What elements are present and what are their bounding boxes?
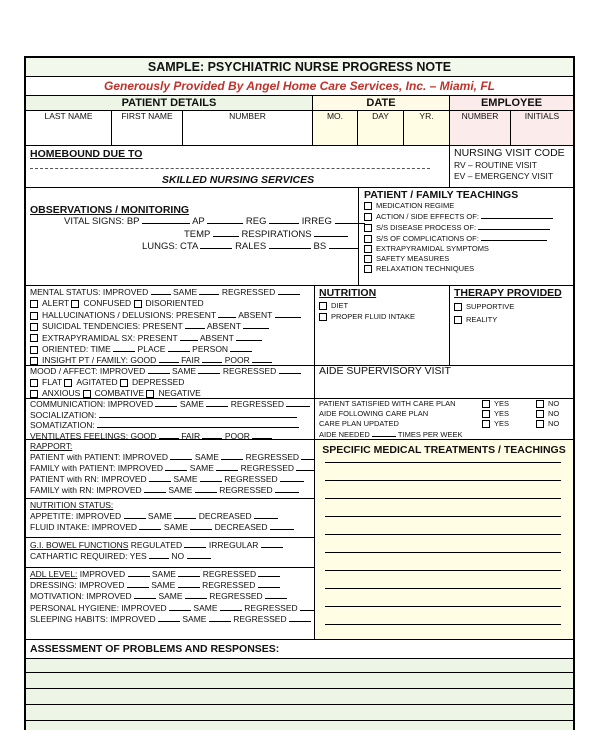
patient-details-header: PATIENT DETAILS — [121, 97, 217, 109]
rales-field[interactable] — [269, 241, 311, 249]
cta-field[interactable] — [200, 241, 232, 249]
aide-no-col — [536, 399, 559, 429]
rapport-block: RAPPORT: PATIENT with PATIENT: IMPROVED SAME REGRESSED FAMILY with PATIENT: IMPROVED SAME REGRESSED PATIENT with RN: IMPROVED SAME REGRESSED FAMILY with RN: IMPROVED SAME REGRESSED — [30, 441, 325, 496]
teaching-item[interactable]: RELAXATION TECHNIQUES — [364, 264, 553, 274]
subtitle: Generously Provided By Angel Home Care Services, Inc. – Miami, FL — [103, 79, 496, 93]
mental-status-block: MENTAL STATUS: IMPROVED SAME REGRESSED ALERT CONFUSED DISORIENTED HALLUCINATIONS / DELUSIONS: PRESENT ABSENT SUICIDAL TENDENCIES: PRESENT ABSENT EXTRAPYRAMIDAL SX: PRESENT ABSENT ORIENTED: TIME PLACE PERSON INSIGHT PT / FAMILY: GOOD FAIR POOR — [30, 287, 301, 367]
number-col: NUMBER — [229, 111, 266, 121]
vitals-row — [64, 216, 365, 227]
nutrition-status-block: NUTRITION STATUS: APPETITE: IMPROVED SAME DECREASED FLUID INTAKE: IMPROVED SAME DECREASED — [30, 500, 294, 533]
times-per-week: TIMES PER WEEK — [397, 430, 463, 439]
aide-item: AIDE FOLLOWING CARE PLAN — [319, 409, 429, 418]
mood-block: MOOD / AFFECT: IMPROVED SAME REGRESSED FLAT AGITATED DEPRESSED ANXIOUS COMBATIVE NEGATIVE — [30, 366, 301, 399]
resp-label: RESPIRATIONS — [241, 229, 312, 240]
assessment-label: ASSESSMENT OF PROBLEMS AND RESPONSES: — [30, 643, 280, 655]
nutrition-list — [319, 300, 415, 322]
reg-label: REG — [245, 216, 267, 227]
yes-checkbox[interactable]: YES — [482, 419, 509, 429]
yes-checkbox[interactable]: YES — [482, 399, 509, 409]
bowel-block: G.I. BOWEL FUNCTIONS REGULATED IRREGULAR CATHARTIC REQUIRED: YES NO — [30, 540, 283, 562]
teachings-label: PATIENT / FAMILY TEACHINGS — [364, 189, 519, 201]
visit-code-title: NURSING VISIT CODE — [454, 147, 565, 159]
aide-visit-label: AIDE SUPERVISORY VISIT — [319, 365, 451, 377]
aide-item: AIDE NEEDED — [319, 430, 370, 439]
employee-band — [450, 96, 573, 110]
emp-number-col: NUMBER — [450, 111, 510, 145]
day-col: DAY — [358, 111, 403, 145]
aide-item: CARE PLAN UPDATED — [319, 419, 399, 428]
aide-item: PATIENT SATISFIED WITH CARE PLAN — [319, 399, 456, 408]
month-col: MO. — [313, 111, 357, 145]
temp-field[interactable] — [213, 229, 239, 237]
progress-note-form — [24, 56, 575, 730]
communication-block: COMMUNICATION: IMPROVED SAME REGRESSED SOCIALIZATION: SOMATIZATION: VENTILATES FEELINGS: GOOD FAIR POOR — [30, 399, 310, 441]
irreg-field[interactable] — [335, 216, 365, 224]
teaching-item[interactable]: MEDICATION REGIME — [364, 201, 553, 211]
specific-treatments-panel[interactable] — [315, 440, 573, 639]
observations-label: OBSERVATIONS / MONITORING — [30, 204, 190, 216]
year-col: YR. — [404, 111, 449, 145]
visit-code-ev: EV – EMERGENCY VISIT — [454, 171, 554, 181]
reg-field[interactable] — [269, 216, 299, 224]
lungs-label: LUNGS: CTA — [142, 241, 198, 252]
temp-label: TEMP — [184, 229, 211, 240]
bs-label: BS — [313, 241, 327, 252]
resp-field[interactable] — [314, 229, 348, 237]
ap-field[interactable] — [207, 216, 243, 224]
visit-code-rv: RV – ROUTINE VISIT — [454, 160, 537, 170]
bp-field[interactable] — [142, 216, 190, 224]
rapport-label: RAPPORT: — [30, 441, 73, 451]
no-checkbox[interactable]: NO — [536, 419, 559, 429]
teaching-item[interactable]: S/S DISEASE PROCESS OF: — [364, 222, 553, 233]
rales-label: RALES — [235, 241, 267, 252]
teachings-list — [364, 201, 553, 274]
fluid-intake-checkbox[interactable]: PROPER FLUID INTAKE — [319, 311, 415, 322]
first-name-col: FIRST NAME — [121, 111, 173, 121]
patient-details-band — [26, 96, 312, 110]
skilled-nursing-label: SKILLED NURSING SERVICES — [161, 174, 315, 186]
no-checkbox[interactable]: NO — [536, 409, 559, 419]
teaching-item[interactable]: EXTRAPYRAMIDAL SYMPTOMS — [364, 244, 553, 254]
reality-checkbox[interactable]: REALITY — [454, 313, 514, 326]
date-band — [313, 96, 449, 110]
date-header: DATE — [366, 97, 396, 109]
last-name-col: LAST NAME — [44, 111, 93, 121]
page-title: SAMPLE: PSYCHIATRIC NURSE PROGRESS NOTE — [26, 58, 573, 76]
temp-row — [184, 229, 348, 240]
employee-header: EMPLOYEE — [480, 97, 543, 109]
teaching-item[interactable]: ACTION / SIDE EFFECTS OF: — [364, 211, 553, 222]
nutrition-label: NUTRITION — [319, 287, 377, 299]
vitals-label: VITAL SIGNS: BP — [64, 216, 140, 227]
irreg-label: IRREG — [301, 216, 332, 227]
therapy-label: THERAPY PROVIDED — [454, 287, 562, 299]
therapy-list — [454, 300, 514, 326]
teaching-item[interactable]: S/S OF COMPLICATIONS OF: — [364, 233, 553, 244]
adl-block: ADL LEVEL: IMPROVED SAME REGRESSED DRESSING: IMPROVED SAME REGRESSED MOTIVATION: IMPROVED SAME REGRESSED PERSONAL HYGIENE: IMPROVED SAME REGRESSED SLEEPING HABITS: IMPROVED SAME REGRESSED — [30, 569, 322, 625]
teaching-item[interactable]: SAFETY MEASURES — [364, 254, 553, 264]
nutrition-status-label: NUTRITION STATUS: — [30, 500, 114, 510]
aide-items — [319, 399, 463, 440]
lungs-row — [142, 241, 359, 252]
emp-initials-col: INITIALS — [511, 111, 573, 145]
homebound-label: HOMEBOUND DUE TO — [30, 148, 143, 160]
bs-field[interactable] — [329, 241, 359, 249]
assessment-area[interactable] — [26, 658, 573, 730]
ap-label: AP — [192, 216, 205, 227]
diet-checkbox[interactable]: DIET — [319, 300, 415, 311]
no-checkbox[interactable]: NO — [536, 399, 559, 409]
specific-treatments-label: SPECIFIC MEDICAL TREATMENTS / TEACHINGS — [322, 444, 566, 456]
aide-yes-col — [482, 399, 509, 429]
alert-checkbox[interactable]: ALERT CONFUSED DISORIENTED — [30, 298, 301, 309]
supportive-checkbox[interactable]: SUPPORTIVE — [454, 300, 514, 313]
yes-checkbox[interactable]: YES — [482, 409, 509, 419]
